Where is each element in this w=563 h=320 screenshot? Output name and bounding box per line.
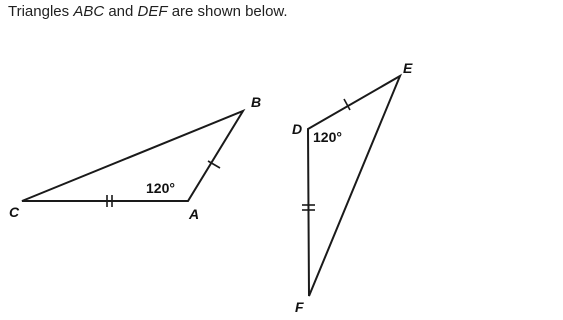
prompt-text-after: are shown below. — [167, 3, 288, 20]
triangle-def-name: DEF — [137, 3, 168, 20]
triangle-abc — [9, 94, 261, 222]
vertex-label-a: A — [189, 206, 200, 222]
triangle-abc-outline — [22, 111, 243, 201]
vertex-label-e: E — [403, 60, 413, 76]
angle-label-d: 120° — [313, 129, 342, 145]
vertex-label-c: C — [9, 204, 20, 220]
triangle-def-outline — [308, 76, 400, 296]
prompt-text-before: Triangles — [8, 3, 74, 20]
vertex-label-b: B — [251, 94, 262, 110]
triangle-def — [292, 60, 413, 315]
triangle-abc-name: ABC — [73, 3, 105, 20]
vertex-label-d: D — [292, 121, 303, 137]
vertex-label-f: F — [295, 299, 304, 315]
prompt-text-middle: and — [104, 3, 138, 20]
angle-label-a: 120° — [146, 180, 175, 196]
